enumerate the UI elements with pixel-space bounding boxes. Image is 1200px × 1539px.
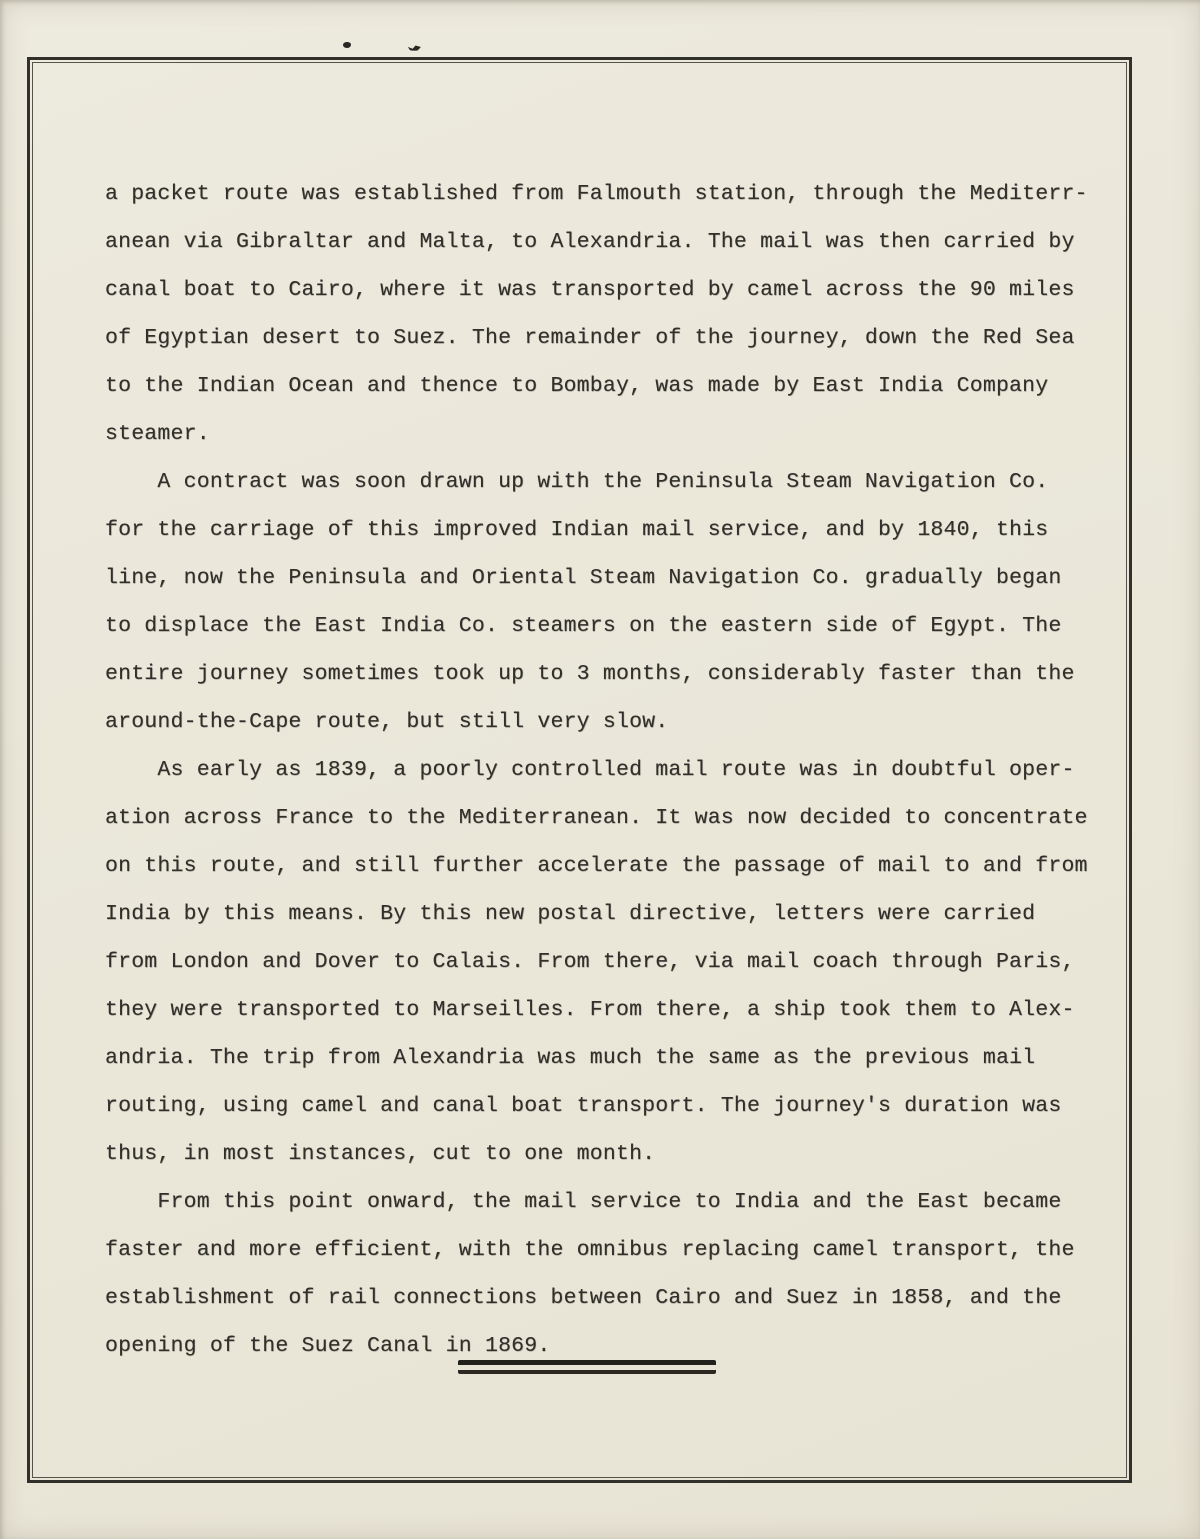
text-line: canal boat to Cairo, where it was transported by camel across the 90 miles xyxy=(105,278,1075,302)
text-line: routing, using camel and canal boat transport. The journey's duration was xyxy=(105,1094,1062,1118)
paragraph-2 xyxy=(105,458,1105,746)
text-line: from London and Dover to Calais. From there, via mail coach through Paris, xyxy=(105,950,1075,974)
text-line: they were transported to Marseilles. From there, a ship took them to Alex- xyxy=(105,998,1075,1022)
text-line: As early as 1839, a poorly controlled mail route was in doubtful oper- xyxy=(105,758,1075,782)
text-line: line, now the Peninsula and Oriental Steam Navigation Co. gradually began xyxy=(105,566,1062,590)
paragraph-3 xyxy=(105,746,1105,1178)
text-line: India by this means. By this new postal directive, letters were carried xyxy=(105,902,1036,926)
typewritten-text-block xyxy=(105,170,1105,1370)
text-line: andria. The trip from Alexandria was much the same as the previous mail xyxy=(105,1046,1036,1070)
text-line: around-the-Cape route, but still very slow. xyxy=(105,710,669,734)
paragraph-1 xyxy=(105,170,1105,458)
paragraph-4 xyxy=(105,1178,1105,1370)
text-line: to displace the East India Co. steamers on the eastern side of Egypt. The xyxy=(105,614,1062,638)
end-of-text-double-rule xyxy=(458,1360,716,1374)
text-line: to the Indian Ocean and thence to Bombay, was made by East India Company xyxy=(105,374,1049,398)
text-line: thus, in most instances, cut to one month. xyxy=(105,1142,656,1166)
text-line: of Egyptian desert to Suez. The remainder of the journey, down the Red Sea xyxy=(105,326,1075,350)
text-line: entire journey sometimes took up to 3 months, considerably faster than the xyxy=(105,662,1075,686)
text-line: A contract was soon drawn up with the Peninsula Steam Navigation Co. xyxy=(105,470,1049,494)
text-line: faster and more efficient, with the omnibus replacing camel transport, the xyxy=(105,1238,1075,1262)
text-line: steamer. xyxy=(105,422,210,446)
text-line: From this point onward, the mail service to India and the East became xyxy=(105,1190,1062,1214)
text-line: ation across France to the Mediterranean. It was now decided to concentrate xyxy=(105,806,1088,830)
ink-speck xyxy=(343,42,351,48)
text-line: anean via Gibraltar and Malta, to Alexandria. The mail was then carried by xyxy=(105,230,1075,254)
text-line: a packet route was established from Falmouth station, through the Mediterr- xyxy=(105,182,1088,206)
text-line: opening of the Suez Canal in 1869. xyxy=(105,1334,551,1358)
text-line: establishment of rail connections between Cairo and Suez in 1858, and the xyxy=(105,1286,1062,1310)
text-line: on this route, and still further accelerate the passage of mail to and from xyxy=(105,854,1088,878)
text-line: for the carriage of this improved Indian mail service, and by 1840, this xyxy=(105,518,1049,542)
ink-speck xyxy=(408,44,422,51)
